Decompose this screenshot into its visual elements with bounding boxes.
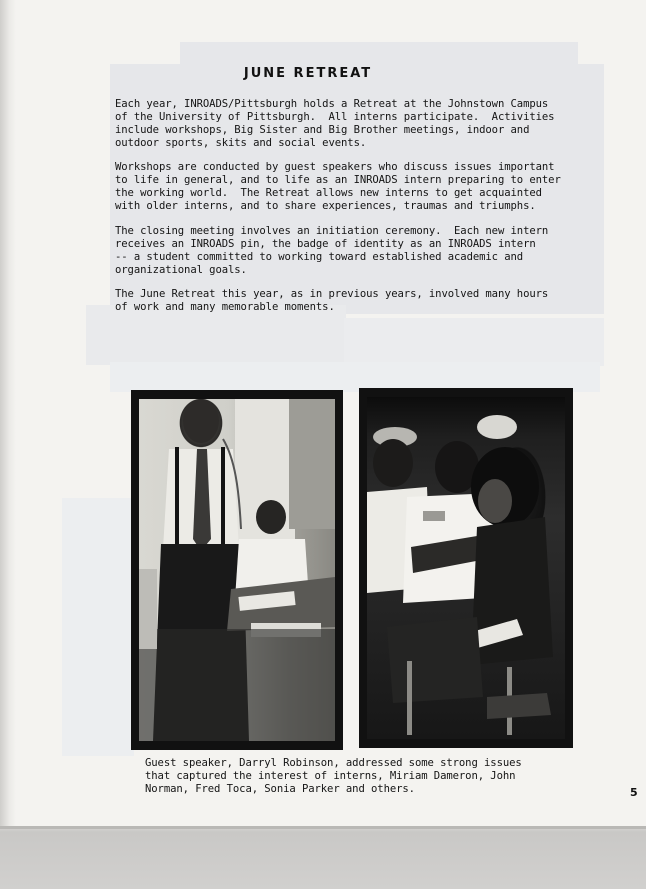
background-tint [344,318,604,366]
paragraph-1: Each year, INROADS/Pittsburgh holds a Retreat at the Johnstown Campus of the University of Pittsburgh. All interns participate. Activities include workshops, Big Sister and Big Brother meetings, indoor and outdoor sports, skits and social events. [115,98,555,149]
photo-interns-audience-drawing [367,397,565,739]
photo-interns-audience-image [367,397,565,739]
photo-interns-audience [359,388,573,748]
page-number: 5 [630,786,638,799]
photo-guest-speaker [131,390,343,750]
photo-guest-speaker-image [139,399,335,741]
photo-guest-speaker-drawing [139,399,335,741]
background-tint [180,42,578,66]
background-tint [62,498,134,756]
background-tint [86,305,346,365]
photo-caption: Guest speaker, Darryl Robinson, addressed some strong issues that captured the interest of interns, Miriam Dameron, John Norman, Fred Toca, Sonia Parker and others. [145,757,522,795]
page-title: JUNE RETREAT [243,66,373,81]
scanner-fold-line [0,826,646,829]
scanner-bottom-edge [0,826,646,889]
paragraph-2: Workshops are conducted by guest speakers who discuss issues important to life in general, and to life as an INROADS intern preparing to enter the working world. The Retreat allows new interns to get acquainted with older interns, and to share experiences, traumas and triumphs. [115,161,561,212]
paragraph-4: The June Retreat this year, as in previous years, involved many hours of work and many memorable moments. [115,288,549,313]
paragraph-3: The closing meeting involves an initiation ceremony. Each new intern receives an INROADS pin, the badge of identity as an INROADS intern -- a student committed to working toward established academic and organizational goals. [115,225,549,276]
binding-edge [0,0,16,889]
